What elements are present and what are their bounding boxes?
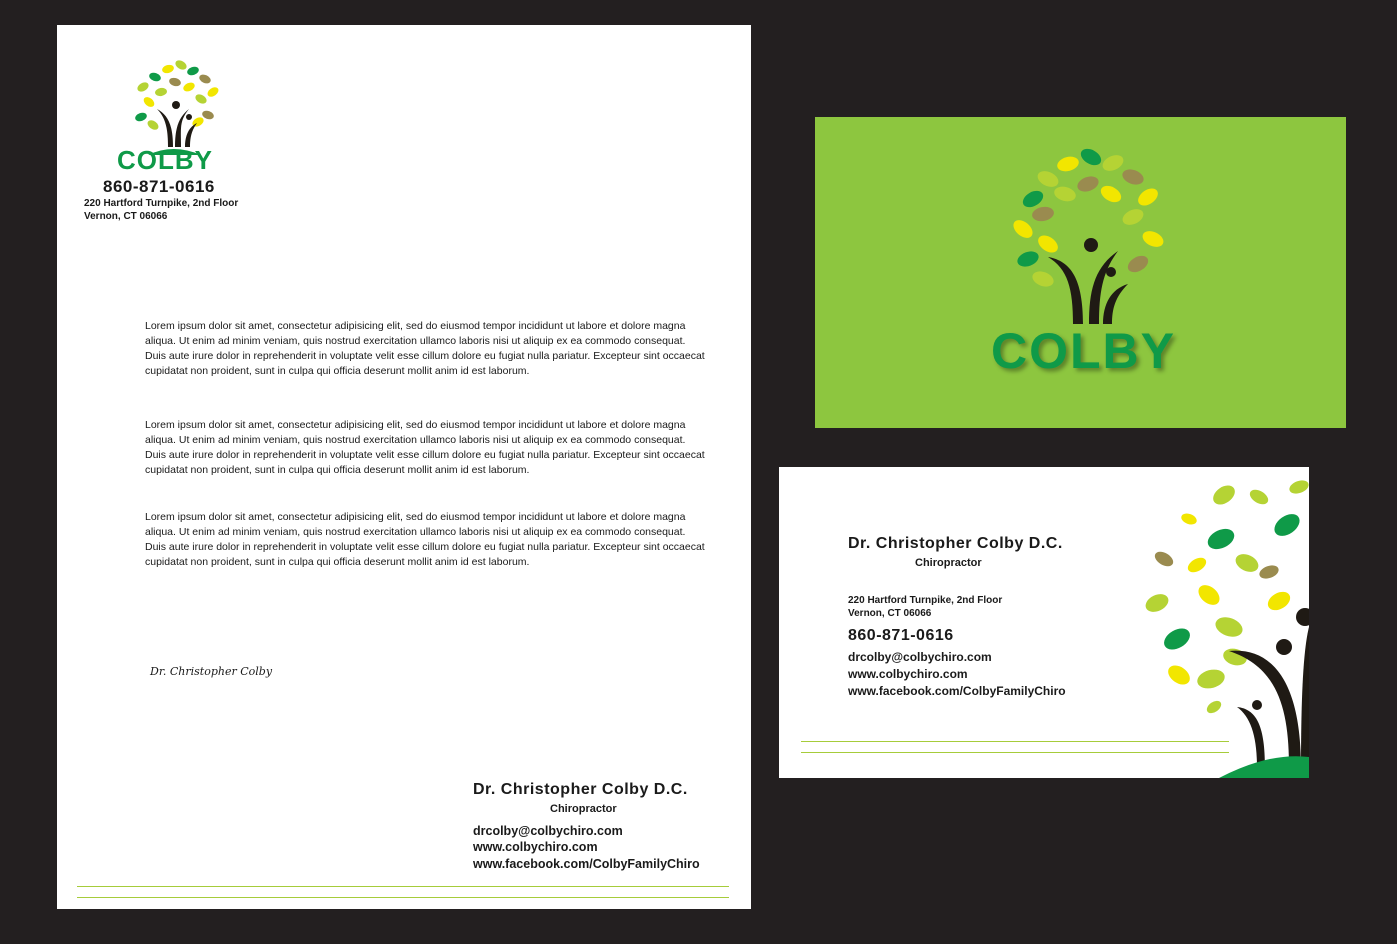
signature: Dr. Christopher Colby (150, 665, 273, 678)
tree-logo-icon (113, 47, 233, 157)
business-card-back (779, 467, 1309, 778)
doctor-name: Dr. Christopher Colby D.C. (848, 535, 1063, 552)
facebook-link[interactable]: www.facebook.com/ColbyFamilyChiro (473, 857, 700, 871)
divider (77, 886, 729, 887)
website-link[interactable]: www.colbychiro.com (473, 840, 598, 854)
email-link[interactable]: drcolby@colbychiro.com (473, 824, 623, 838)
phone-number: 860-871-0616 (103, 177, 215, 196)
website-link[interactable]: www.colbychiro.com (848, 667, 968, 681)
brand-name: COLBY (991, 323, 1176, 379)
body-paragraph: Lorem ipsum dolor sit amet, consectetur adipisicing elit, sed do eiusmod tempor incididunt ut labore et dolore magna aliqua. Ut enim ad minim veniam, quis nostrud exercitation ullamco laboris nisi ut aliquip ex ea commodo consequat. Duis aute irure dolor in reprehenderit in voluptate velit esse cillum dolore eu fugiat nulla pariatur. Excepteur sint occaecat cupidatat non proident, sunt in culpa qui officia deserunt mollit anim id est laborum. (145, 320, 705, 377)
tree-logo-icon (993, 139, 1179, 329)
phone-number: 860-871-0616 (848, 627, 954, 644)
address-line-2: Vernon, CT 06066 (848, 608, 932, 619)
doctor-role: Chiropractor (915, 557, 982, 569)
doctor-role: Chiropractor (550, 803, 617, 815)
doctor-name: Dr. Christopher Colby D.C. (473, 781, 688, 798)
address-line-2: Vernon, CT 06066 (84, 211, 168, 222)
tree-graphic-icon (1139, 467, 1309, 778)
brand-name: COLBY (117, 145, 213, 175)
address-line-1: 220 Hartford Turnpike, 2nd Floor (84, 198, 239, 209)
email-link[interactable]: drcolby@colbychiro.com (848, 650, 992, 664)
body-paragraph: Lorem ipsum dolor sit amet, consectetur adipisicing elit, sed do eiusmod tempor incididunt ut labore et dolore magna aliqua. Ut enim ad minim veniam, quis nostrud exercitation ullamco laboris nisi ut aliquip ex ea commodo consequat. Duis aute irure dolor in reprehenderit in voluptate velit esse cillum dolore eu fugiat nulla pariatur. Excepteur sint occaecat cupidatat non proident, sunt in culpa qui officia deserunt mollit anim id est laborum. (145, 419, 705, 476)
address-line-1: 220 Hartford Turnpike, 2nd Floor (848, 595, 1003, 606)
business-card-front (815, 117, 1346, 428)
body-paragraph: Lorem ipsum dolor sit amet, consectetur adipisicing elit, sed do eiusmod tempor incididunt ut labore et dolore magna aliqua. Ut enim ad minim veniam, quis nostrud exercitation ullamco laboris nisi ut aliquip ex ea commodo consequat. Duis aute irure dolor in reprehenderit in voluptate velit esse cillum dolore eu fugiat nulla pariatur. Excepteur sint occaecat cupidatat non proident, sunt in culpa qui officia deserunt mollit anim id est laborum. (145, 511, 705, 568)
letterhead (57, 25, 751, 909)
facebook-link[interactable]: www.facebook.com/ColbyFamilyChiro (848, 684, 1066, 698)
divider (77, 897, 729, 898)
